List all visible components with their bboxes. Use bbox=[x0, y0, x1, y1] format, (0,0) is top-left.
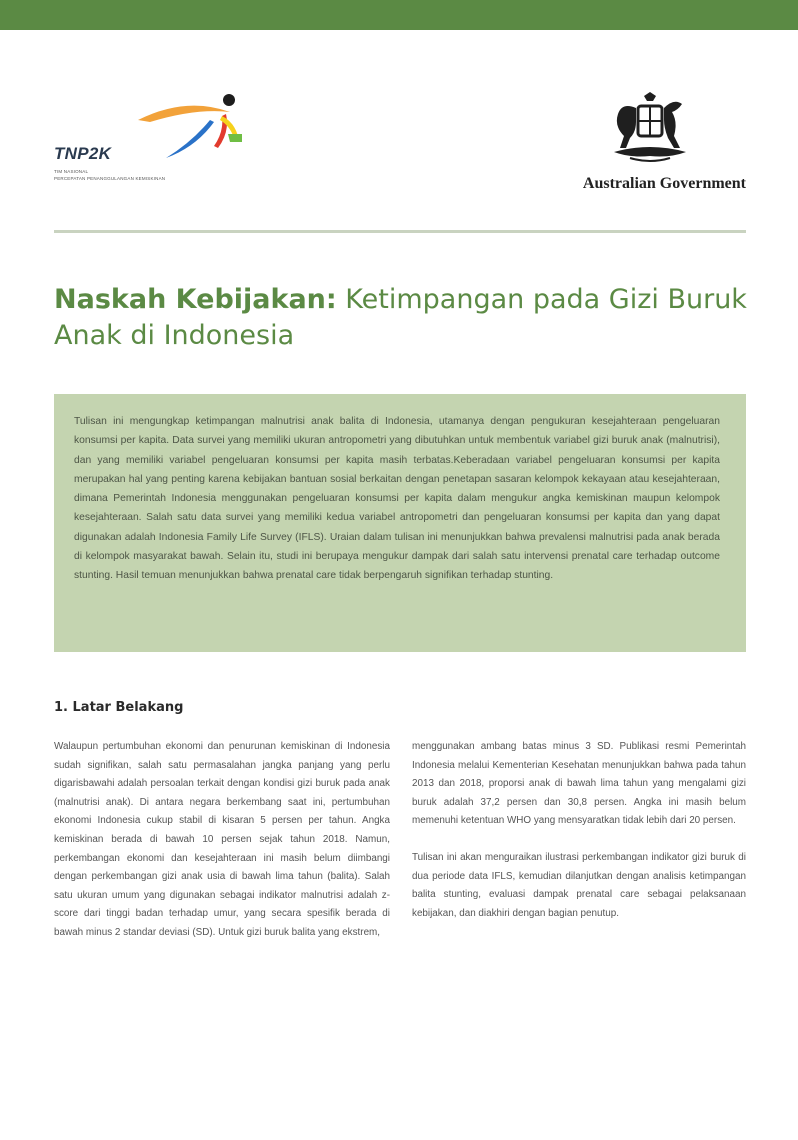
australian-government-wordmark: Australian Government bbox=[582, 175, 746, 192]
australian-coat-of-arms-icon bbox=[600, 92, 700, 167]
tnp2k-logo bbox=[54, 92, 254, 197]
body-paragraph: Walaupun pertumbuhan ekonomi dan penurunan kemiskinan di Indonesia sudah signifikan, salah satu permasalahan jangka panjang yang perlu digarisbawahi adalah persoalan terkait dengan kondisi gizi buruk pada anak (malnutrisi anak). Di antara negara berkembang saat ini, pertumbuhan ekonomi Indonesia cukup stabil di kisaran 5 persen per tahun. Angka kemiskinan berada di bawah 10 persen sejak tahun 2018. Namun, perkembangan ekonomi dan kesejahteraan ini masih belum diimbangi dengan perkembangan gizi anak usia di bawah lima tahun (balita). Salah satu ukuran umum yang digunakan sebagai indikator malnutrisi adalah z-score dari tinggi badan terhadap umur, yang secara spesifik berada di bawah minus 2 standar deviasi (SD). Untuk gizi buruk balita yang ekstrem, bbox=[54, 741, 390, 938]
page-title bbox=[54, 282, 754, 354]
body-paragraph: menggunakan ambang batas minus 3 SD. Publikasi resmi Pemerintah Indonesia melalui Kementerian Kesehatan menunjukkan bahwa pada tahun 2013 dan 2018, proporsi anak di bawah lima tahun yang mengalami gizi buruk adalah 37,2 persen dan 30,8 persen. Angka ini masih belum memenuhi ketentuan WHO yang mensyaratkan tidak lebih dari 20 persen. bbox=[412, 741, 746, 827]
tnp2k-subtitle-line2: PERCEPATAN PENANGGULANGAN KEMISKINAN bbox=[54, 176, 166, 181]
tnp2k-figure-icon bbox=[126, 92, 256, 162]
body-column-right bbox=[412, 738, 746, 923]
body-column-left bbox=[54, 738, 390, 943]
body-paragraph: Tulisan ini akan menguraikan ilustrasi perkembangan indikator gizi buruk di dua periode data IFLS, kemudian dilanjutkan dengan analisis ketimpangan balita stunting, evaluasi dampak prenatal care sebagai pelaksanaan kebijakan, dan diakhiri dengan bagian penutup. bbox=[412, 851, 746, 919]
tnp2k-subtitle-line1: TIM NASIONAL bbox=[54, 169, 89, 174]
title-bold-part: Naskah Kebijakan: bbox=[54, 284, 337, 315]
abstract-box bbox=[54, 394, 746, 652]
tnp2k-wordmark: TNP2K bbox=[54, 144, 112, 163]
title-rest: Ketimpangan pada Gizi Buruk Anak di Indonesia bbox=[54, 284, 747, 351]
abstract-text: Tulisan ini mengungkap ketimpangan malnutrisi anak balita di Indonesia, utamanya dengan pengukuran kesejahteraan pengeluaran konsumsi per kapita. Data survei yang memiliki ukuran antropometri yang dibutuhkan untuk membentuk variabel gizi buruk anak (malnutrisi), dan yang memiliki variabel pengeluaran konsumsi per kapita masih terbatas.Keberadaan variabel pengeluaran konsumsi per kapita merupakan hal yang penting karena kebijakan bantuan sosial berkaitan dengan penetapan sasaran kelompok kekayaan atau kesejahteraan, dimana Pemerintah Indonesia menggunakan pengeluaran konsumsi per kapita dalam mengukur angka kemiskinan maupun kelompok kesejahteraan. Salah satu data survei yang memiliki kedua variabel antropometri dan pengeluaran konsumsi per kapita dan yang dapat digunakan adalah Indonesia Family Life Survey (IFLS). Uraian dalam tulisan ini menunjukkan bahwa prevalensi malnutrisi pada anak berada di kelompok masyarakat bawah. Selain itu, studi ini berupaya mengukur dampak dari salah satu intervensi prenatal care terhadap outcome stunting. Hasil temuan menunjukkan bahwa prenatal care tidak berpengaruh signifikan terhadap stunting. bbox=[74, 416, 720, 582]
top-color-bar bbox=[0, 0, 798, 30]
header-divider bbox=[54, 230, 746, 233]
section-heading: 1. Latar Belakang bbox=[54, 700, 184, 715]
